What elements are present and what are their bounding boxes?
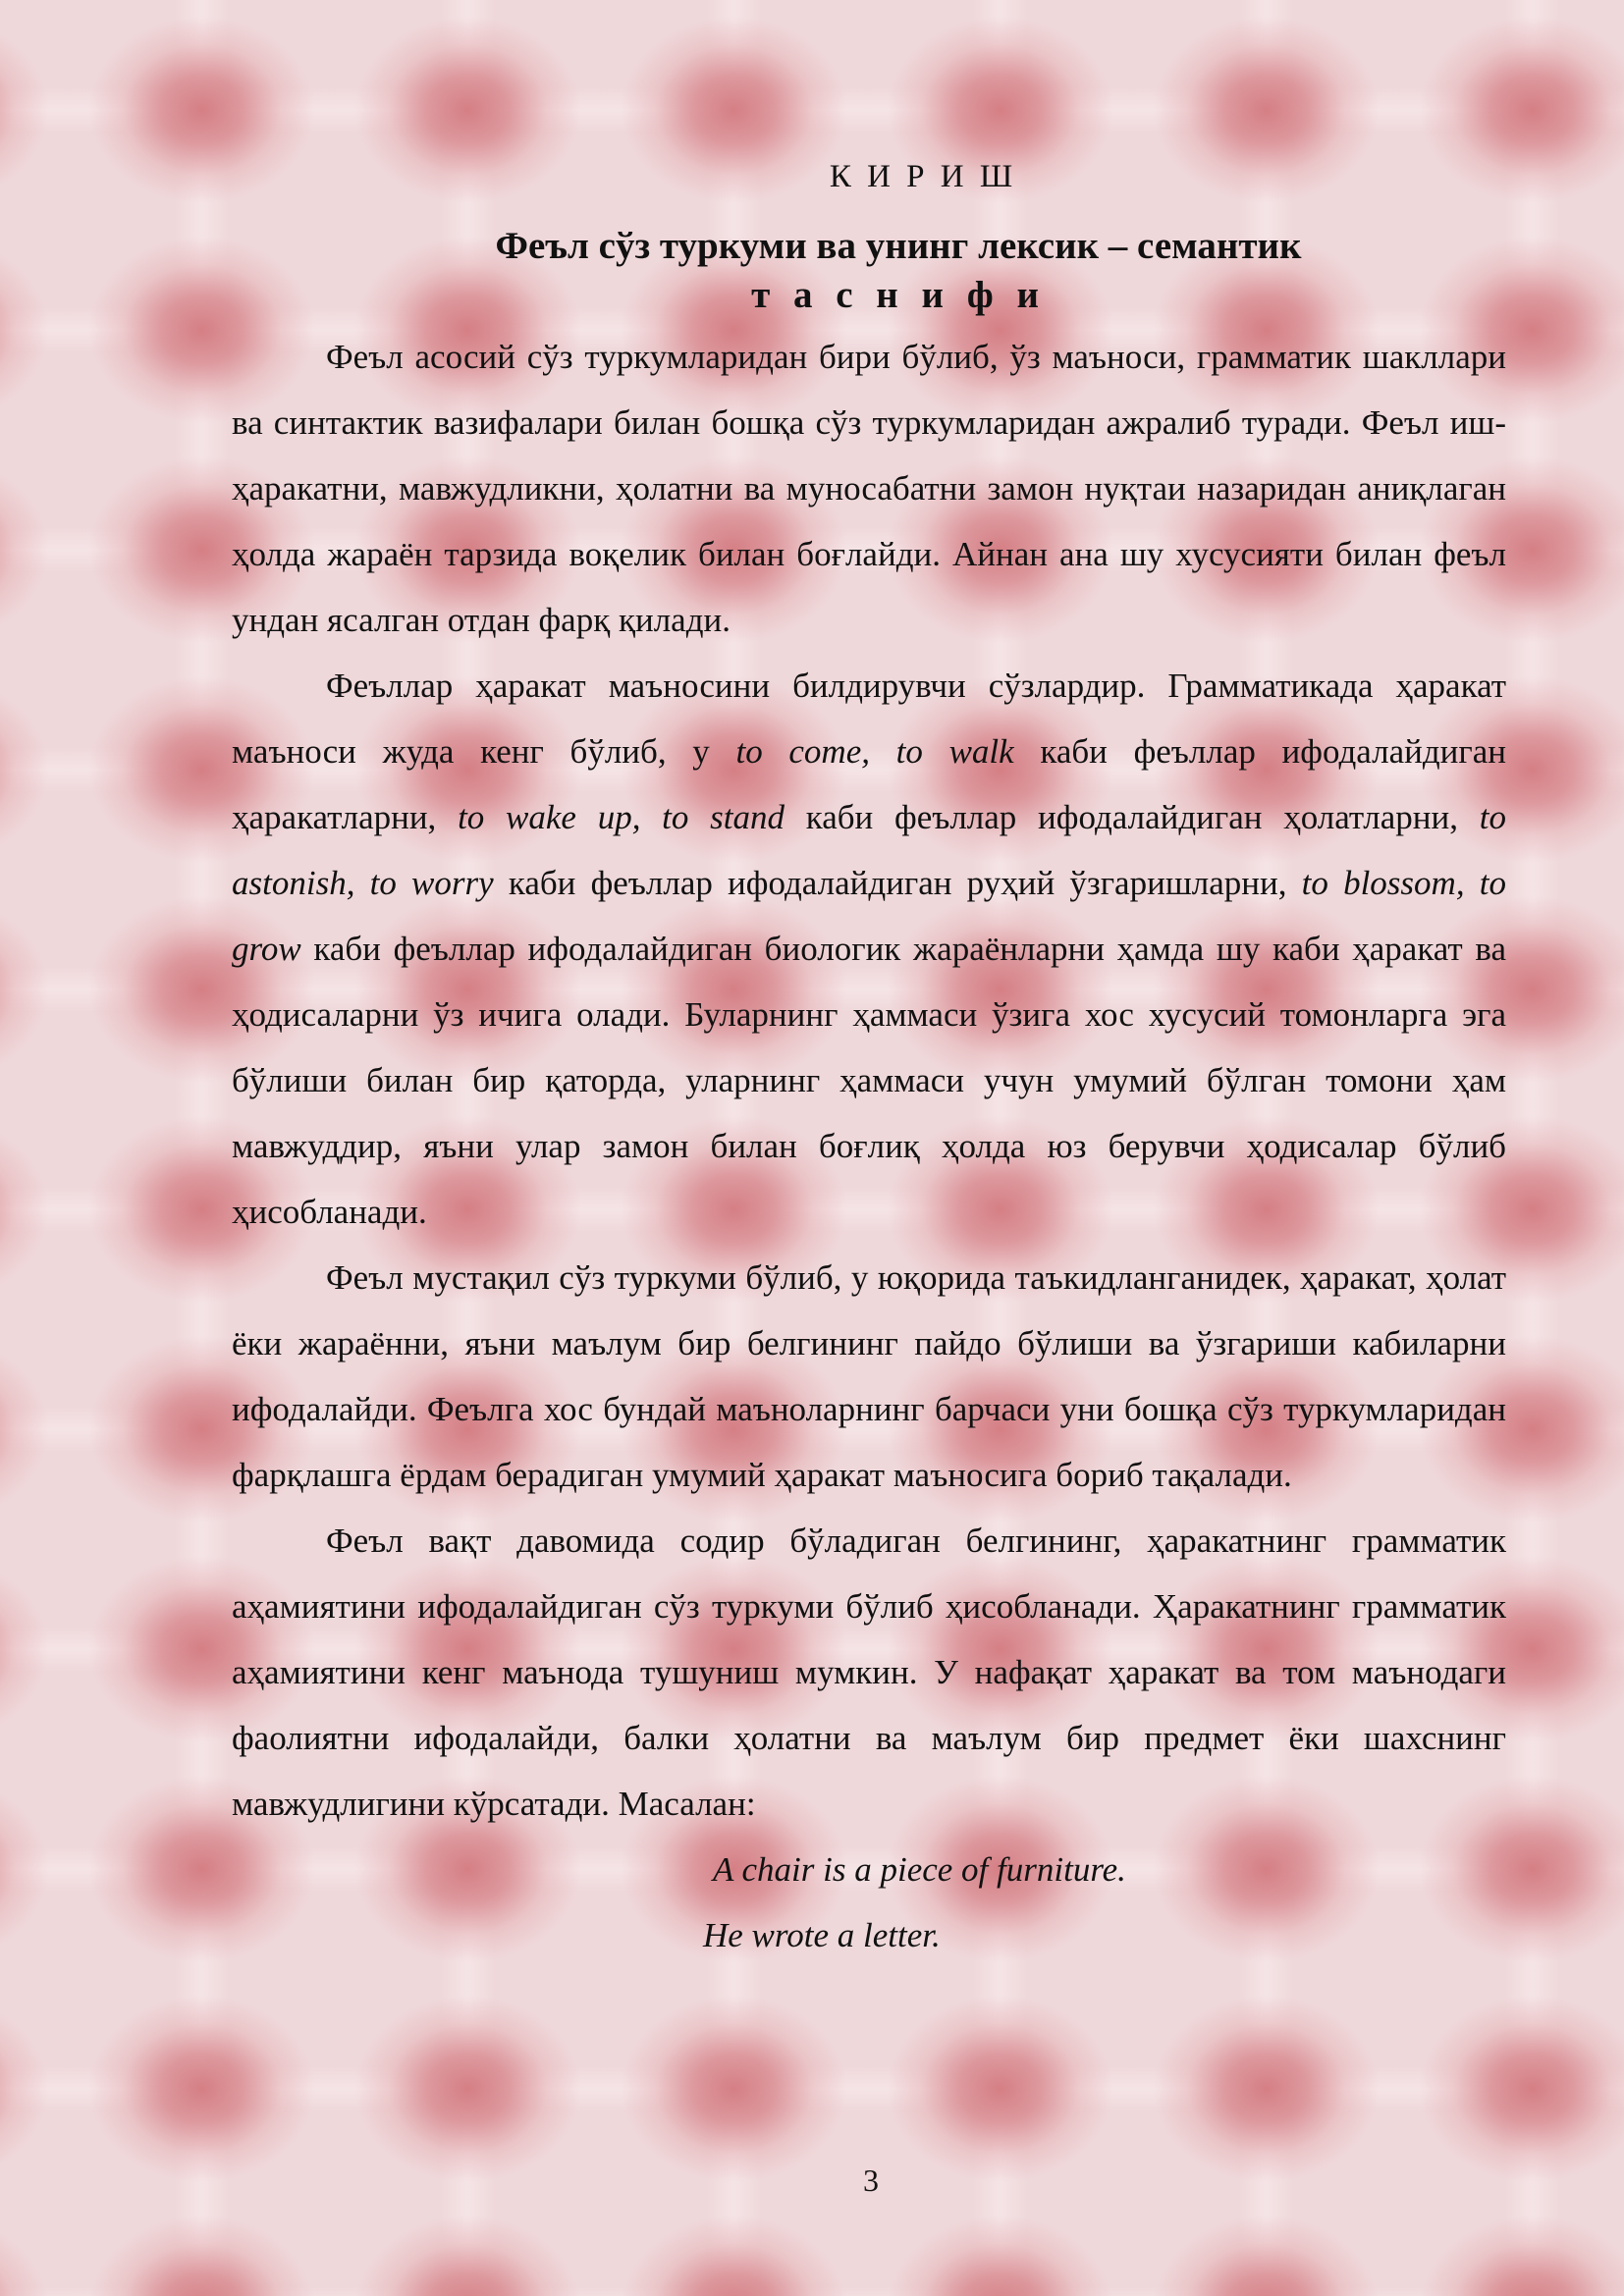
section-label: К И Р И Ш [829, 159, 1017, 194]
example-verbs-emotion: to astonish, to worry [232, 798, 1506, 902]
paragraph-4: Феъл вақт давомида содир бўладиган белгининг, ҳаракатнинг грамматик аҳамиятини ифодалайдиган сўз туркуми бўлиб ҳисобланади. Ҳаракатнинг грамматик аҳамиятини кенг маънода тушуниш мумкин. У нафақат ҳаракат ва том маънодаги фаолиятни ифодалайди, балки ҳолатни ва маълум бир предмет ёки шахснинг мавжудлигини кўрсатади. Масалан: [232, 1522, 1506, 1823]
title-line-2: т а с н и ф и [751, 274, 1046, 316]
example-verbs-motion: to come, to walk [735, 732, 1014, 771]
paragraph-2-text-a: Феъллар ҳаракат маъносини билдирувчи сўзлардир. Грамматикада ҳаракат маъноси жуда кенг бўлиб, у [232, 667, 1506, 771]
example-verbs-biological: to blossom, to grow [232, 864, 1506, 968]
title-line-1: Феъл сўз туркуми ва унинг лексик – семантик [495, 225, 1302, 267]
document-title [232, 222, 1506, 320]
example-sentence-2: He wrote a letter. [703, 1916, 941, 1954]
paragraph-1: Феъл асосий сўз туркумларидан бири бўлиб, ўз маъноси, грамматик шакллари ва синтактик вазифалари билан бошқа сўз туркумларидан ажралиб туради. Феъл иш-ҳаракатни, мавжудликни, ҳолатни ва муносабатни замон нуқтаи назаридан аниқлаган ҳолда жараён тарзида воқелик билан боғлайди. Айнан ана шу хусусияти билан феъл ундан ясалган отдан фарқ қилади. [232, 338, 1506, 639]
example-sentences [232, 1837, 1506, 1968]
paragraph-2-text-c: каби феъллар ифодалайдиган ҳолатларни, [785, 798, 1480, 836]
page-number: 3 [863, 2163, 879, 2198]
paragraph-2 [232, 653, 1506, 1245]
example-sentence-1: A chair is a piece of furniture. [713, 1850, 1126, 1889]
document-page [232, 147, 1506, 1968]
paragraph-2-text-b: каби феъллар ифодалайдиган ҳаракатларни, [232, 732, 1506, 836]
paragraph-2-text-e: каби феъллар ифодалайдиган биологик жараёнларни ҳамда шу каби ҳаракат ва ҳодисаларни ўз ичига олади. Буларнинг ҳаммаси ўзига хос хусусий томонларга эга бўлиши билан бир қаторда, уларнинг ҳаммаси учун умумий бўлган томони ҳам мавжуддир, яъни улар замон билан боғлиқ ҳолда юз берувчи ҳодисалар бўлиб ҳисобланади. [232, 930, 1506, 1231]
paragraph-3: Феъл мустақил сўз туркуми бўлиб, у юқорида таъкидланганидек, ҳаракат, ҳолат ёки жараённи, яъни маълум бир белгининг пайдо бўлиши ва ўзгариши кабиларни ифодалайди. Феълга хос бундай маъноларнинг барчаси уни бошқа сўз туркумларидан фарқлашга ёрдам берадиган умумий ҳаракат маъносига бориб тақалади. [232, 1258, 1506, 1494]
paragraph-2-text-d: каби феъллар ифодалайдиган руҳий ўзгаришларни, [493, 864, 1302, 902]
example-verbs-state: to wake up, to stand [458, 798, 785, 836]
